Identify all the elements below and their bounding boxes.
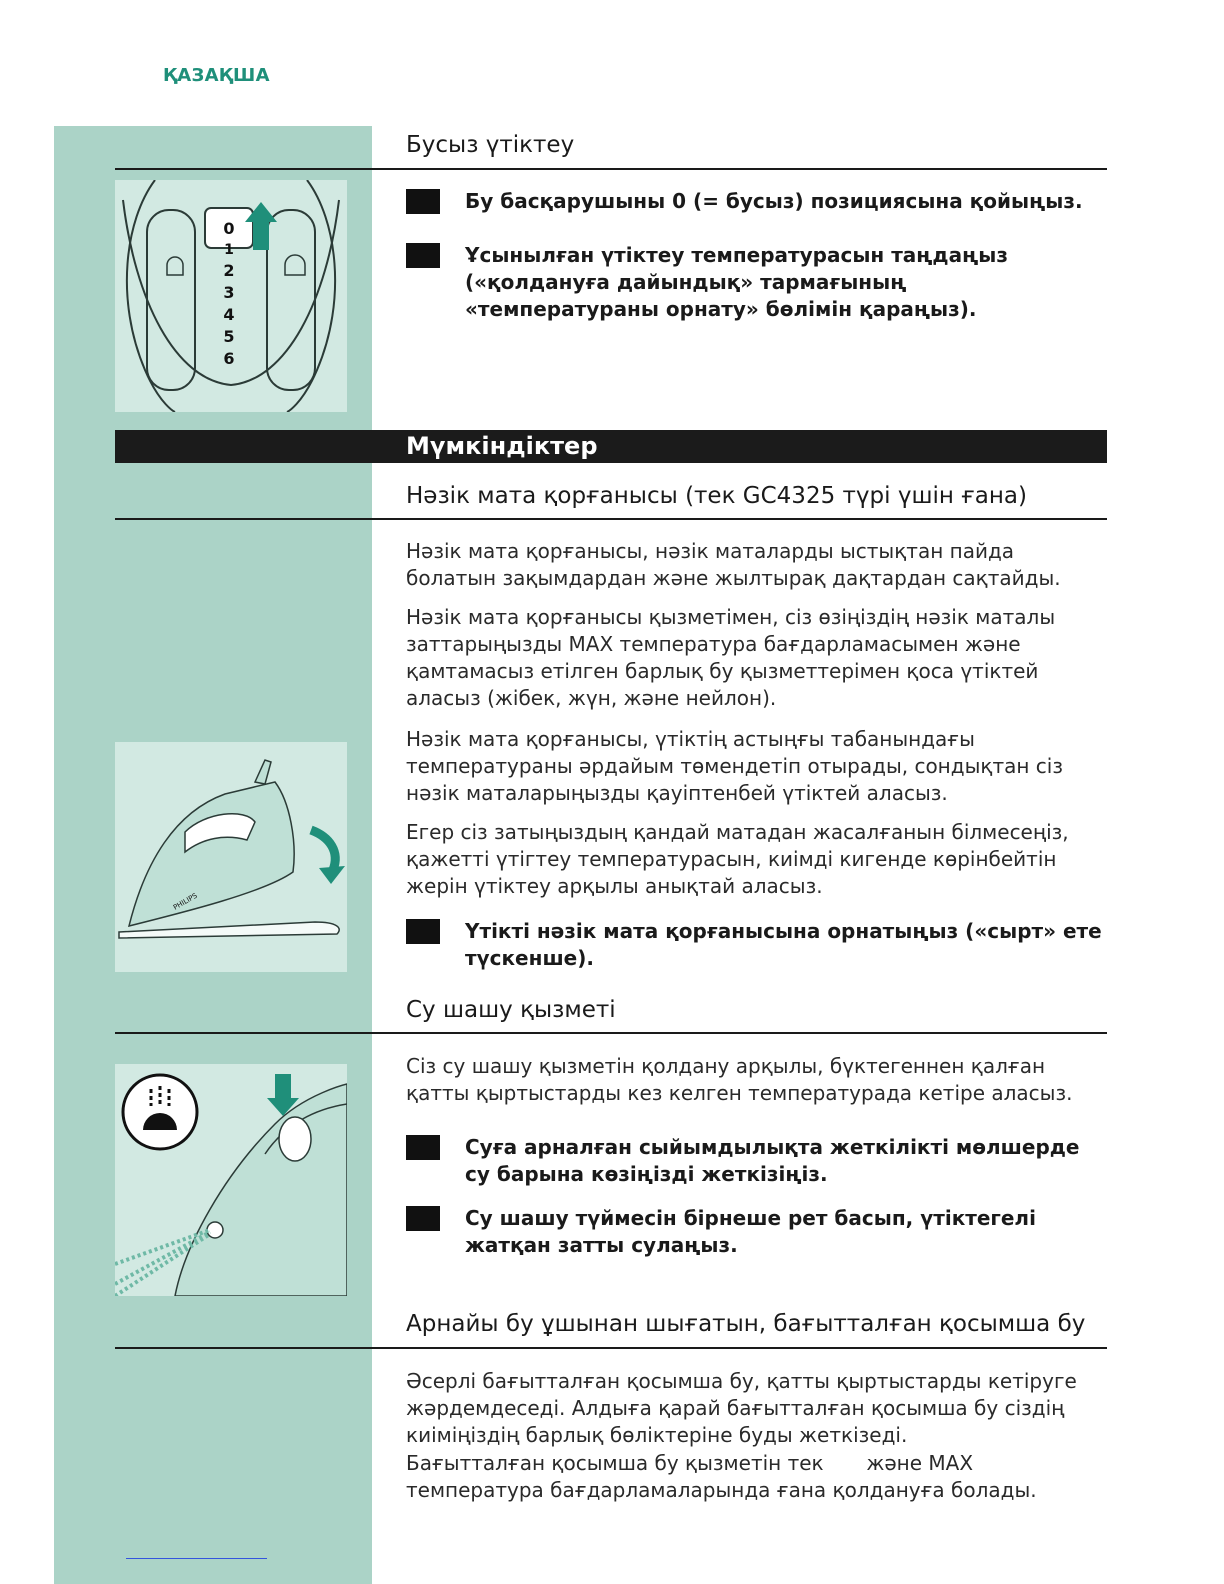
boost-paragraph-2-after: және MAX температура бағдарламаларында ғана қолдануға болады.	[406, 1451, 1037, 1502]
section-rule	[115, 1347, 1107, 1349]
step-press-spray: Су шашу түймесін бірнеше рет басып, үтіктегелі жатқан затты сулаңыз.	[465, 1206, 1036, 1257]
section-title-spray: Су шашу қызметі	[406, 997, 616, 1023]
dial-label-3: 3	[223, 283, 235, 302]
section-title-steamless: Бусыз үтіктеу	[406, 132, 575, 158]
dial-label-0: 0	[223, 219, 235, 238]
boost-paragraph-2	[406, 1450, 1106, 1504]
section-rule	[115, 518, 1107, 520]
step-check-water: Суға арналған сыйымдылықта жеткілікті мөлшерде су барына көзіңізді жеткізіңіз.	[465, 1135, 1080, 1186]
rotate-arrow-icon	[319, 866, 345, 884]
delicate-paragraph-2: Нәзік мата қорғанысы қызметімен, сіз өзіңіздің нәзік маталы заттарыңызды MAX температура бағдарламасымен және қамтамасыз етілген барлық бу қызметтерімен қоса үтіктей аласыз (жібек, жүн, және нейлон).	[406, 605, 1056, 710]
dial-label-2: 2	[223, 261, 235, 280]
delicate-paragraph-3: Нәзік мата қорғанысы, үтіктің астыңғы табанындағы температураны әрдайым төмендетіп отырады, сондықтан сіз нәзік маталарыңызды қауіптенбей үтіктей аласыз.	[406, 727, 1063, 805]
brand-label: PHILIPS	[172, 891, 199, 912]
dial-label-6: 6	[223, 349, 235, 368]
boost-paragraph: Әсерлі бағытталған қосымша бу, қатты қыртыстарды кетіруге жәрдемдеседі. Алдыға қарай бағытталған қосымша бу сіздің киіміңіздің барлық бөліктеріне буды жеткізеді.	[406, 1369, 1077, 1447]
boost-paragraph-2-before: Бағытталған қосымша бу қызметін тек	[406, 1451, 824, 1475]
spray-illustration	[115, 1064, 347, 1296]
footer-link-line	[126, 1558, 267, 1559]
language-label: ҚАЗАҚША	[163, 65, 270, 86]
features-banner	[115, 430, 1107, 463]
section-title-boost: Арнайы бу ұшынан шығатын, бағытталған қосымша бу	[406, 1311, 1086, 1337]
step-bullet	[406, 243, 440, 268]
delicate-paragraph-1: Нәзік мата қорғанысы, нәзік маталарды ыстықтан пайда болатын зақымдардан және жылтырақ дақтардан сақтайды.	[406, 539, 1061, 590]
features-title: Мүмкіндіктер	[406, 432, 598, 460]
step-select-temperature: Ұсынылған үтіктеу температурасын таңдаңыз («қолдануға дайындық» тармағының «температураны орнату» бөлімін қараңыз).	[465, 243, 1008, 321]
step-bullet	[406, 189, 440, 214]
step-bullet	[406, 1206, 440, 1231]
section-rule	[115, 168, 1107, 170]
step-set-delicate: Үтікті нәзік мата қорғанысына орнатыңыз («сырт» ете түскенше).	[465, 919, 1102, 970]
delicate-paragraph-4: Егер сіз затыңыздың қандай матадан жасалғанын білмесеңіз, қажетті үтігтеу температурасын, киімді кигенде көрінбейтін жерін үтіктеу арқылы анықтай аласыз.	[406, 820, 1069, 898]
section-title-delicate: Нәзік мата қорғанысы (тек GC4325 түрі үшін ғана)	[406, 483, 1027, 509]
dial-label-4: 4	[223, 305, 235, 324]
dial-label-5: 5	[223, 327, 235, 346]
step-set-steam-zero: Бу басқарушыны 0 (= бусыз) позициясына қойыңыз.	[465, 189, 1083, 213]
section-rule	[115, 1032, 1107, 1034]
dial-label-1: 1	[224, 242, 234, 258]
step-bullet	[406, 1135, 440, 1160]
spray-paragraph: Сіз су шашу қызметін қолдану арқылы, бүктегеннен қалған қатты қыртыстарды кез келген температурада кетіре аласыз.	[406, 1054, 1073, 1105]
steam-dial-illustration	[115, 180, 347, 412]
step-bullet	[406, 919, 440, 944]
iron-delicate-illustration	[115, 742, 347, 972]
